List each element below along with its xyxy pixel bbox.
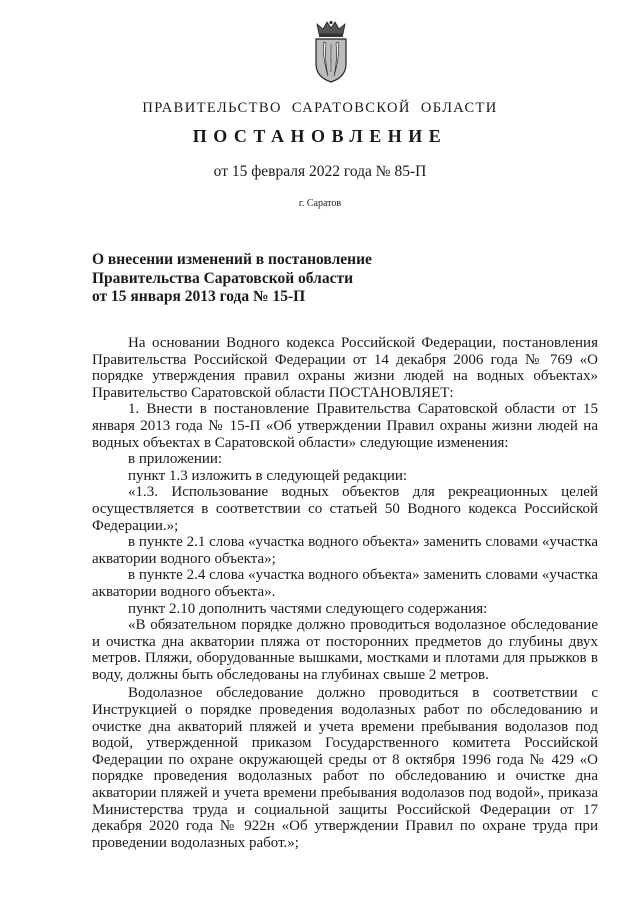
paragraph: «1.3. Использование водных объектов для рекреационных целей осуществляется в соответствии со статьей 50 Водного кодекса Российской Федерации.»; bbox=[92, 484, 598, 534]
paragraph: «В обязательном порядке должно проводиться водолазное обследование и очистка дна акватории пляжа от посторонних предметов до глубины двух метров. Пляжи, оборудованные вышками, мостками и плотами для прыжков в воду, должны быть обследованы на глубинах свыше 2 метров. bbox=[92, 617, 598, 683]
title-line: О внесении изменений в постановление bbox=[92, 251, 372, 268]
title-line: от 15 января 2013 года № 15-П bbox=[92, 288, 306, 305]
government-name: ПРАВИТЕЛЬСТВО САРАТОВСКОЙ ОБЛАСТИ bbox=[142, 100, 498, 116]
paragraph: в приложении: bbox=[128, 451, 223, 468]
title-line: Правительства Саратовской области bbox=[92, 269, 353, 287]
document-title bbox=[92, 251, 412, 307]
paragraph: пункт 2.10 дополнить частями следующего содержания: bbox=[128, 600, 488, 617]
paragraph: пункт 1.3 изложить в следующей редакции: bbox=[128, 467, 408, 484]
document-date-number: от 15 февраля 2022 года № 85-П bbox=[213, 163, 427, 180]
document-type: ПОСТАНОВЛЕНИЕ bbox=[192, 126, 448, 146]
paragraph: На основании Водного кодекса Российской Федерации, постановления Правительства Российской Федерации от 14 декабря 2006 года № 769 «О порядке утверждения правил охраны жизни людей на водных объектах» Правительство Саратовской области ПОСТАНОВЛЯЕТ: bbox=[92, 335, 598, 401]
paragraph: в пункте 2.1 слова «участка водного объекта» заменить словами «участка акватории водного объекта»; bbox=[92, 534, 598, 567]
coat-of-arms-icon bbox=[311, 20, 351, 84]
paragraph: 1. Внести в постановление Правительства Саратовской области от 15 января 2013 года № 15-П «Об утверждении Правил охраны жизни людей на водных объектах в Саратовской области» следующие изменения: bbox=[92, 401, 598, 451]
paragraph: в пункте 2.4 слова «участка водного объекта» заменить словами «участка акватории водного объекта». bbox=[92, 567, 598, 600]
document-city: г. Саратов bbox=[298, 198, 342, 209]
document-body bbox=[92, 335, 598, 851]
paragraph: Водолазное обследование должно проводиться в соответствии с Инструкцией о порядке проведения водолазных работ по обследованию и очистке дна акваторий пляжей и учета времени пребывания водолазов под водой, утвержденной приказом Государственного комитета Российской Федерации по охране окружающей среды от 8 октября 1996 года № 429 «О порядке проведения водолазных работ по обследованию и очистке дна акватории пляжей и учета времени пребывания водолазов под водой», приказа Министерства труда и социальной защиты Российской Федерации от 17 декабря 2020 года № 922н «Об утверждении Правил по охране труда при проведении водолазных работ.»; bbox=[92, 685, 598, 851]
